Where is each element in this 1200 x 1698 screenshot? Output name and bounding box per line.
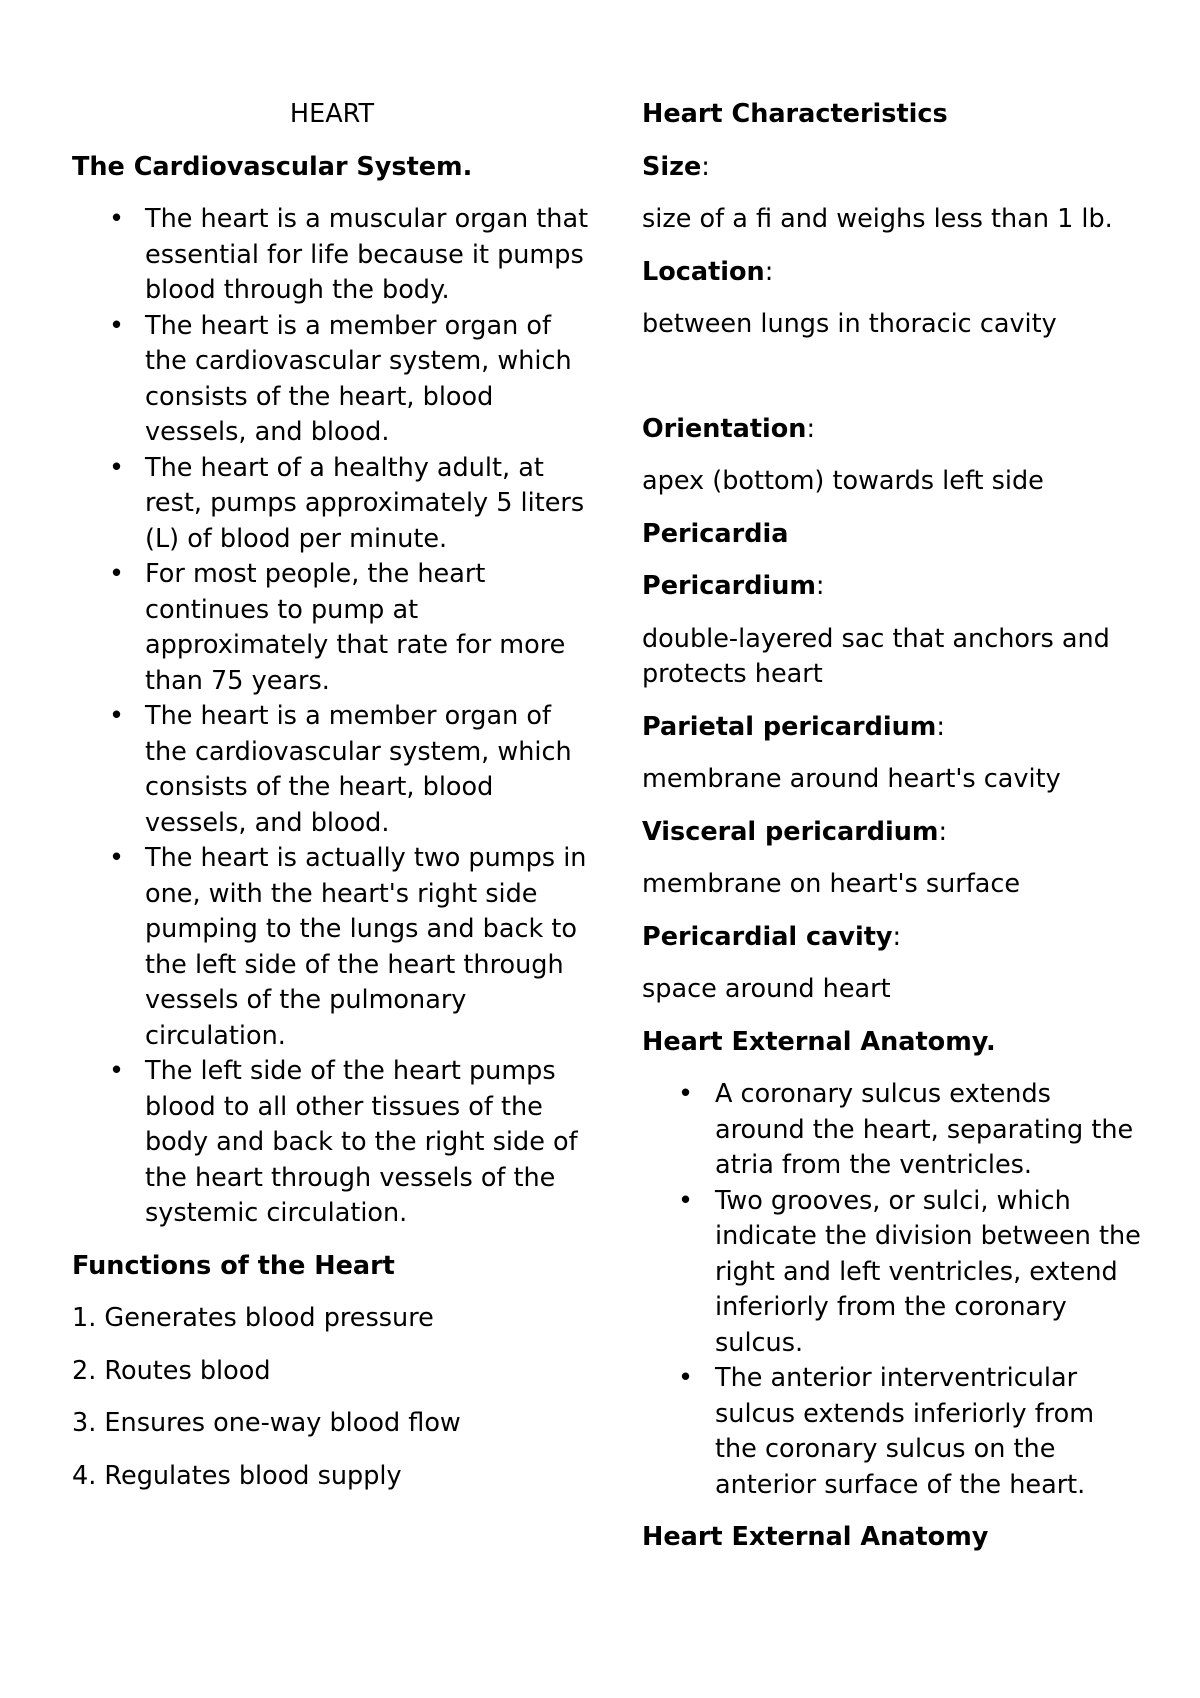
list-item: 3. Ensures one-way blood flow (72, 1408, 461, 1438)
pericardium-label-line (642, 569, 1142, 605)
list-item: 4. Regulates blood supply (72, 1460, 402, 1491)
list-item (72, 451, 592, 558)
location-label-line (642, 255, 1142, 291)
pericardium-text: double-layered sac that anchors and protects heart (642, 623, 1110, 689)
list-item-text: The left side of the heart pumps blood to all other tissues of the body and back to the right side of the heart through vessels of the systemic circulation. (145, 1056, 578, 1228)
pericardial-cavity-text: space around heart (642, 974, 891, 1004)
orientation-label: Orientation (642, 413, 807, 444)
list-item-text: The heart of a healthy adult, at rest, pumps approximately 5 liters (L) of blood per minute. (145, 452, 585, 554)
list-item (642, 1361, 1142, 1503)
visceral-pericardium-text: membrane on heart's surface (642, 869, 1021, 899)
list-item (72, 699, 592, 841)
list-item (642, 1184, 1142, 1362)
blank-line (642, 360, 1142, 412)
colon: : (936, 711, 945, 742)
list-item-text: Two grooves, or sulci, which indicate the division between the right and left ventricles, extend inferiorly from the coronary sulcus. (715, 1185, 1141, 1358)
list-item (72, 1054, 592, 1232)
bullet-icon: • (678, 1185, 694, 1216)
bullet-icon: • (678, 1079, 694, 1109)
size-label-line (642, 150, 1142, 186)
left-column (72, 97, 592, 1511)
location-text: between lungs in thoracic cavity (642, 309, 1057, 339)
list-item-text: A coronary sulcus extends around the heart, separating the atria from the ventricles. (715, 1079, 1134, 1180)
list-item-text: The heart is actually two pumps in one, with the heart's right side pumping to the lungs and back to the left side of the heart through vessels of the pulmonary circulation. (145, 843, 587, 1051)
heart-characteristics-heading: Heart Characteristics (642, 99, 948, 129)
list-item (72, 557, 592, 699)
bullet-icon: • (109, 701, 125, 731)
external-anatomy-bullet-list (642, 1077, 1142, 1503)
list-item (72, 202, 592, 309)
cardiovascular-system-heading: The Cardiovascular System. (72, 151, 473, 182)
bullet-icon: • (109, 1056, 125, 1086)
list-item-text: The heart is a muscular organ that essential for life because it pumps blood through the body. (145, 204, 589, 305)
colon: : (892, 921, 902, 952)
location-label: Location (642, 256, 765, 287)
document-title: HEART (289, 99, 375, 129)
list-item (72, 309, 592, 451)
right-column (642, 97, 1142, 1573)
list-item (72, 841, 592, 1054)
colon: : (806, 413, 816, 444)
colon: : (764, 256, 774, 287)
functions-heading: Functions of the Heart (72, 1250, 395, 1281)
cardiovascular-bullet-list (72, 202, 592, 1232)
visceral-label-line (642, 815, 1142, 851)
colon: : (938, 816, 948, 847)
pericardia-heading: Pericardia (642, 518, 789, 549)
size-text: size of a fi and weighs less than 1 lb. (642, 204, 1113, 234)
cavity-label-line (642, 920, 1142, 956)
parietal-label-line (642, 710, 1142, 746)
bullet-icon: • (109, 843, 125, 873)
pericardial-cavity-label: Pericardial cavity (642, 921, 893, 952)
visceral-pericardium-label: Visceral pericardium (642, 816, 939, 847)
list-item (642, 1077, 1142, 1184)
parietal-pericardium-label: Parietal pericardium (642, 711, 937, 742)
list-item-text: For most people, the heart continues to pump at approximately that rate for more than 75 years. (145, 559, 566, 696)
list-item: 2. Routes blood (72, 1355, 271, 1386)
list-item-text: The heart is a member organ of the cardiovascular system, which consists of the heart, blood vessels, and blood. (145, 310, 572, 447)
bullet-icon: • (109, 452, 125, 483)
bullet-icon: • (109, 204, 125, 234)
size-label: Size (642, 151, 702, 182)
orientation-label-line (642, 412, 1142, 448)
list-item-text: The anterior interventricular sulcus extends inferiorly from the coronary sulcus on the anterior surface of the heart. (715, 1363, 1095, 1500)
external-anatomy-heading-2: Heart External Anatomy (642, 1522, 989, 1552)
external-anatomy-heading: Heart External Anatomy. (642, 1026, 996, 1057)
orientation-text: apex (bottom) towards left side (642, 466, 1044, 496)
list-item-text: The heart is a member organ of the cardiovascular system, which consists of the heart, blood vessels, and blood. (145, 701, 572, 838)
list-item: 1. Generates blood pressure (72, 1303, 434, 1333)
bullet-icon: • (109, 310, 125, 341)
parietal-pericardium-text: membrane around heart's cavity (642, 764, 1061, 794)
colon: : (815, 571, 825, 601)
pericardium-label: Pericardium (642, 571, 816, 601)
functions-list (72, 1301, 592, 1494)
colon: : (701, 151, 710, 182)
bullet-icon: • (678, 1363, 694, 1393)
bullet-icon: • (109, 559, 125, 589)
